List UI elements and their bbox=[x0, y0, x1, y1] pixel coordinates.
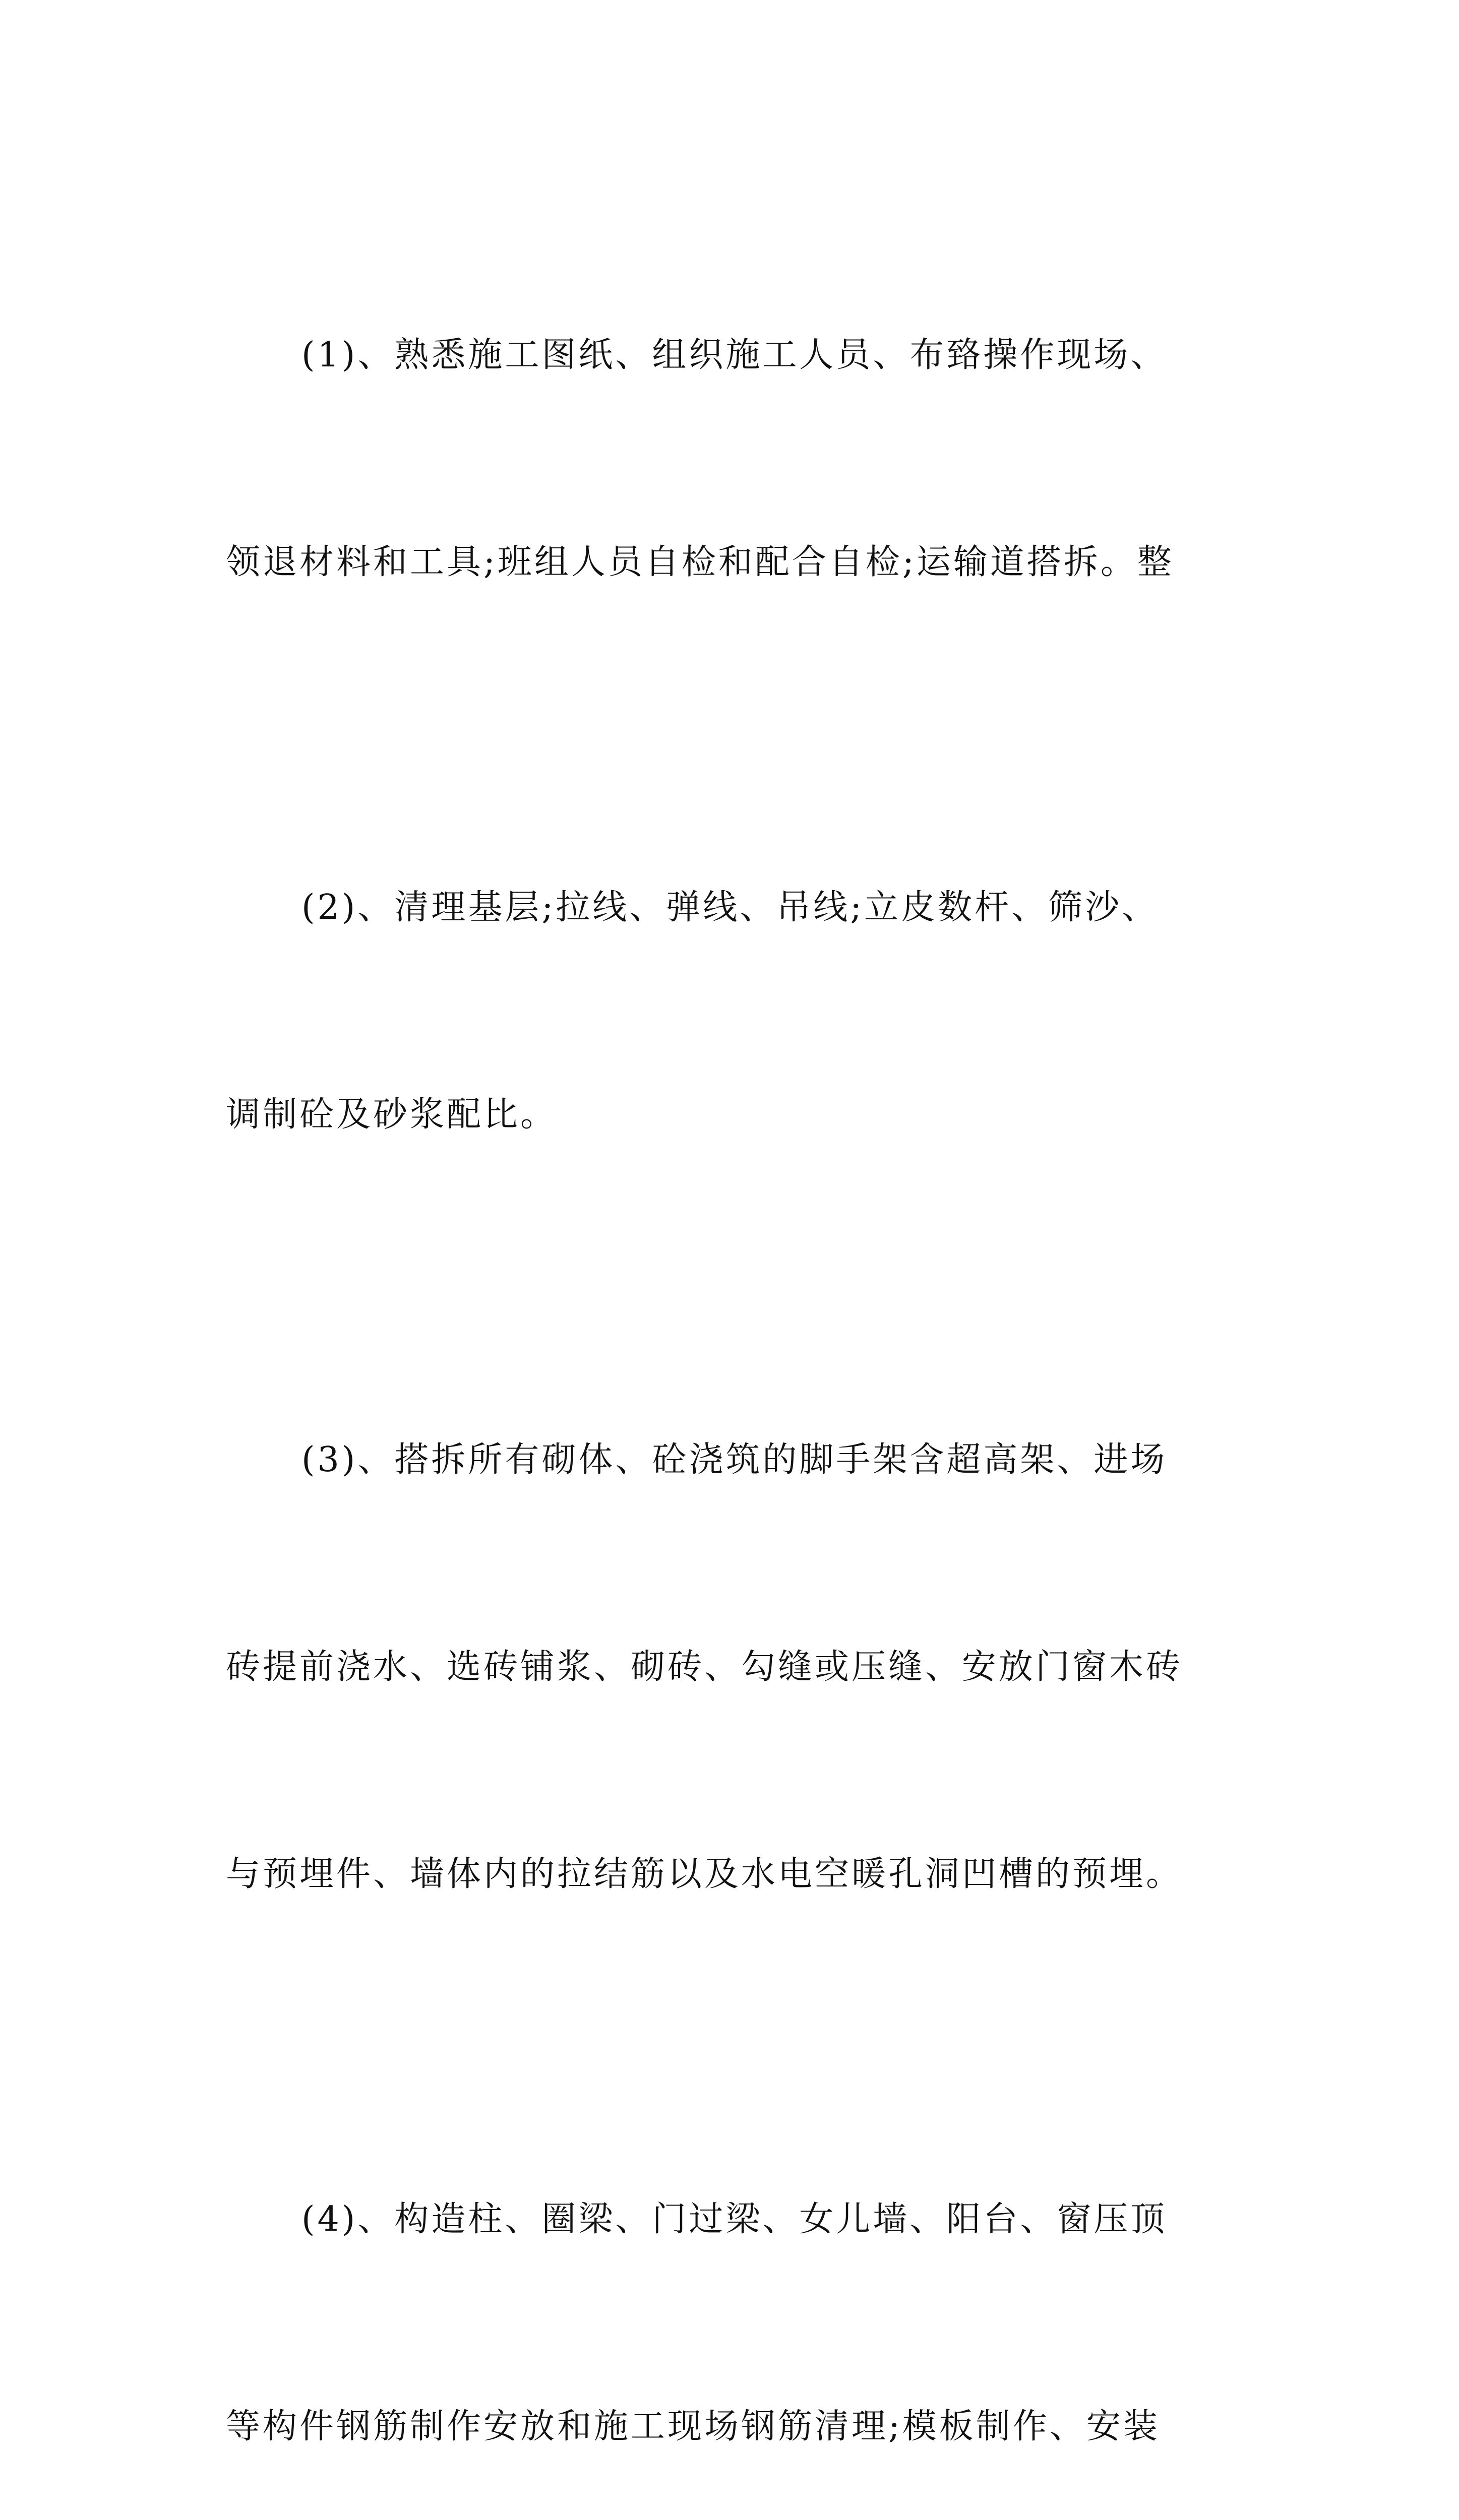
text-line: 等构件钢筋制作安放和施工现场钢筋清理;模板制作、安装 bbox=[226, 2407, 1160, 2446]
document-body bbox=[226, 182, 1264, 2520]
text-line: (3)、搭拆所有砌体、砼浇筑的脚手架含超高架、进场 bbox=[301, 1440, 1168, 1480]
text-line: 调制砼及砂浆配比。 bbox=[226, 1095, 558, 1135]
text-line: (1)、熟悉施工图纸、组织施工人员、布臵操作现场、 bbox=[301, 335, 1168, 375]
text-line: (4)、构造柱、圈梁、门过梁、女儿墙、阳台、窗压顶 bbox=[301, 2199, 1168, 2239]
paragraph-4 bbox=[226, 2047, 1264, 2520]
text-line: (2)、清理基层;拉线、弹线、吊线;立皮数杆、筛沙、 bbox=[301, 888, 1159, 927]
text-line: 与预埋件、墙体内的拉结筋以及水电空暖孔洞凹槽的预埋。 bbox=[226, 1854, 1183, 1894]
paragraph-3 bbox=[226, 1287, 1264, 2047]
paragraph-2 bbox=[226, 735, 1264, 1287]
text-line: 砖提前浇水、选砖铺浆、砌砖、勾缝或压缝、安放门窗木砖 bbox=[226, 1647, 1183, 1687]
paragraph-1 bbox=[226, 182, 1264, 735]
text-line: 领退材料和工具;班组人员自检和配合自检;运输道搭拆。整 bbox=[226, 542, 1174, 582]
